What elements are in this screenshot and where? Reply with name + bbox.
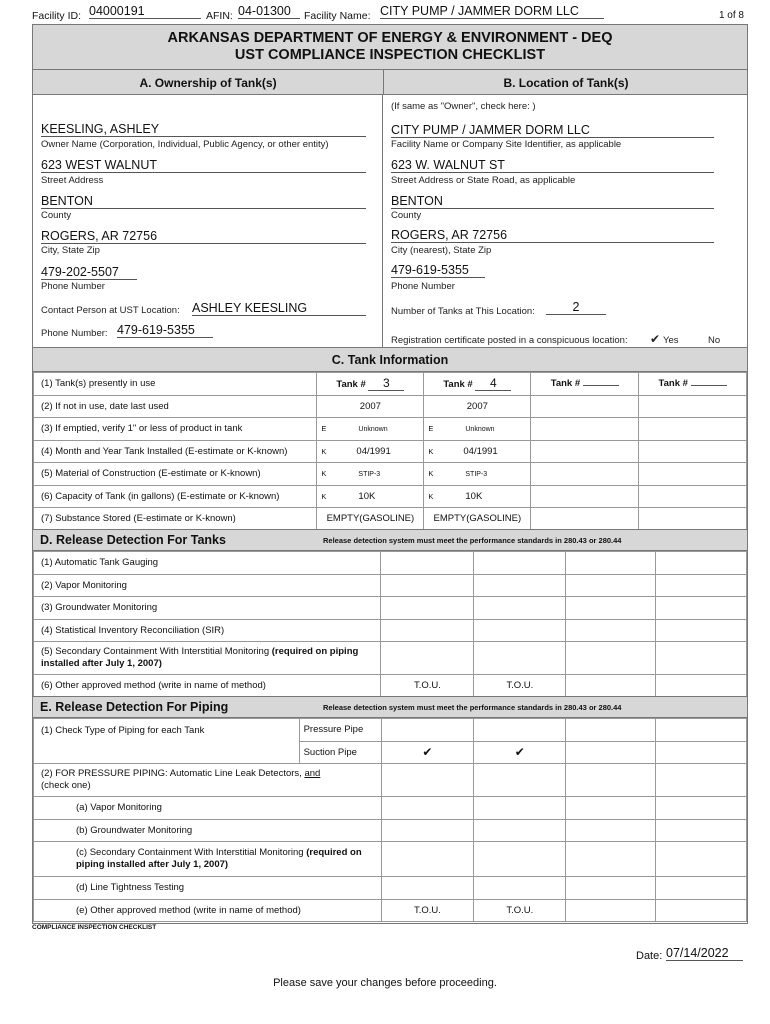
tank-2-cell[interactable]: 2007 bbox=[424, 395, 531, 418]
tank-header-2: Tank # 4 bbox=[424, 373, 531, 396]
tank-number-3-field[interactable] bbox=[583, 385, 619, 386]
pressure-pipe-label: Pressure Pipe bbox=[299, 719, 381, 742]
row-label: (1) Automatic Tank Gauging bbox=[34, 552, 381, 575]
location-county-field[interactable]: BENTON bbox=[391, 194, 714, 209]
tank-number-1-field[interactable]: 3 bbox=[368, 376, 404, 391]
tank-3-cell[interactable] bbox=[531, 463, 639, 486]
tank-1-cell[interactable]: EMPTY(GASOLINE) bbox=[317, 508, 424, 531]
row-label: (c) Secondary Containment With Interstitial Monitoring (required on piping installed after July 1, 2007) bbox=[34, 842, 382, 877]
contact-phone-field[interactable]: 479-619-5355 bbox=[117, 323, 213, 338]
table-row bbox=[34, 485, 747, 508]
row-label: (5) Material of Construction (E-estimate or K-known) bbox=[34, 463, 317, 486]
location-facility-label: Facility Name or Company Site Identifier, as applicable bbox=[391, 139, 622, 150]
header-line bbox=[32, 3, 744, 23]
suction-tank-1-check-icon[interactable]: ✔ bbox=[381, 741, 474, 764]
owner-street-field[interactable]: 623 WEST WALNUT bbox=[41, 158, 366, 173]
row-label: (d) Line Tightness Testing bbox=[34, 877, 382, 900]
contact-phone-label: Phone Number: bbox=[41, 328, 108, 339]
tank-4-cell[interactable] bbox=[639, 508, 747, 531]
row-label: (3) If emptied, verify 1" or less of product in tank bbox=[34, 418, 317, 441]
owner-county-label: County bbox=[41, 210, 72, 221]
location-street-label: Street Address or State Road, as applicable bbox=[391, 175, 576, 186]
section-ab-header bbox=[33, 70, 747, 95]
tank-1-cell[interactable]: T.O.U. bbox=[381, 899, 474, 922]
tank-header-1: Tank # 3 bbox=[317, 373, 424, 396]
tank-1-cell[interactable]: K STIP-3 bbox=[317, 463, 424, 486]
date-field[interactable]: 07/14/2022 bbox=[666, 946, 743, 961]
same-as-owner-note[interactable]: (If same as "Owner", check here: ) bbox=[391, 101, 536, 112]
table-row bbox=[34, 440, 747, 463]
save-notice: Please save your changes before proceeding. bbox=[273, 977, 497, 989]
owner-phone-label: Phone Number bbox=[41, 281, 105, 292]
section-c-title: C. Tank Information bbox=[33, 347, 747, 372]
row-label: (2) FOR PRESSURE PIPING: Automatic Line Leak Detectors, and (check one) bbox=[34, 764, 382, 797]
form-title bbox=[33, 25, 747, 70]
owner-street-label: Street Address bbox=[41, 175, 104, 186]
table-row bbox=[34, 842, 747, 877]
tank-4-cell[interactable] bbox=[639, 395, 747, 418]
title-line-2: UST COMPLIANCE INSPECTION CHECKLIST bbox=[234, 47, 546, 63]
row-label: (2) Vapor Monitoring bbox=[34, 574, 381, 597]
tank-number-2-field[interactable]: 4 bbox=[475, 376, 511, 391]
contact-label: Contact Person at UST Location: bbox=[41, 305, 180, 316]
tank-4-cell[interactable] bbox=[639, 418, 747, 441]
table-row bbox=[34, 574, 747, 597]
afin-label: AFIN: bbox=[206, 10, 233, 22]
location-phone-field[interactable]: 479-619-5355 bbox=[391, 263, 485, 278]
section-d-title: D. Release Detection For Tanks bbox=[40, 533, 226, 547]
tank-info-table bbox=[33, 372, 747, 531]
suction-tank-2-check-icon[interactable]: ✔ bbox=[474, 741, 566, 764]
tank-count-field[interactable]: 2 bbox=[546, 300, 606, 315]
tank-2-cell[interactable]: K STIP-3 bbox=[424, 463, 531, 486]
row-label: (6) Other approved method (write in name of method) bbox=[34, 675, 381, 698]
table-row bbox=[34, 395, 747, 418]
row-label: (4) Statistical Inventory Reconciliation (SIR) bbox=[34, 619, 381, 642]
facility-id-label: Facility ID: bbox=[32, 10, 82, 22]
facility-name-label: Facility Name: bbox=[304, 10, 371, 22]
row-label: (5) Secondary Containment With Interstitial Monitoring (required on piping installed after July 1, 2007) bbox=[34, 642, 381, 675]
location-street-field[interactable]: 623 W. WALNUT ST bbox=[391, 158, 714, 173]
table-row bbox=[34, 819, 747, 842]
tank-1-cell[interactable]: E Unknown bbox=[317, 418, 424, 441]
section-d-note: Release detection system must meet the performance standards in 280.43 or 280.44 bbox=[323, 536, 622, 545]
location-city-label: City (nearest), State Zip bbox=[391, 245, 492, 256]
date-label: Date: bbox=[636, 950, 663, 962]
tank-4-cell[interactable] bbox=[639, 485, 747, 508]
owner-name-label: Owner Name (Corporation, Individual, Public Agency, or other entity) bbox=[41, 139, 329, 150]
tank-count-label: Number of Tanks at This Location: bbox=[391, 306, 535, 317]
table-row bbox=[34, 619, 747, 642]
table-row bbox=[34, 552, 747, 575]
location-city-field[interactable]: ROGERS, AR 72756 bbox=[391, 228, 714, 243]
tank-release-detection-table bbox=[33, 551, 747, 698]
tank-2-cell[interactable]: K 10K bbox=[424, 485, 531, 508]
tank-2-cell[interactable]: T.O.U. bbox=[474, 899, 566, 922]
row-label: (b) Groundwater Monitoring bbox=[34, 819, 382, 842]
table-row bbox=[34, 463, 747, 486]
tank-2-cell[interactable]: K 04/1991 bbox=[424, 440, 531, 463]
registration-yes-check-icon[interactable]: ✔ bbox=[650, 332, 661, 346]
contact-field[interactable]: ASHLEY KEESLING bbox=[192, 301, 366, 316]
tank-header-4: Tank # bbox=[639, 373, 747, 396]
table-row bbox=[34, 418, 747, 441]
section-d-header bbox=[33, 529, 747, 551]
location-panel bbox=[384, 95, 747, 347]
suction-pipe-label: Suction Pipe bbox=[299, 741, 381, 764]
title-line-1: ARKANSAS DEPARTMENT OF ENERGY & ENVIRONMENT - DEQ bbox=[167, 30, 613, 46]
tank-4-cell[interactable] bbox=[639, 463, 747, 486]
row-label: (1) Check Type of Piping for each Tank bbox=[34, 719, 300, 764]
table-row bbox=[34, 373, 747, 396]
tank-2-cell[interactable]: T.O.U. bbox=[474, 675, 566, 698]
tank-2-cell[interactable]: E Unknown bbox=[424, 418, 531, 441]
owner-phone-field[interactable]: 479-202-5507 bbox=[41, 265, 137, 280]
registration-label: Registration certificate posted in a conspicuous location: bbox=[391, 335, 628, 346]
ownership-panel bbox=[33, 95, 383, 347]
owner-county-field[interactable]: BENTON bbox=[41, 194, 366, 209]
table-row bbox=[34, 642, 747, 675]
tank-1-cell[interactable]: K 10K bbox=[317, 485, 424, 508]
row-label: (e) Other approved method (write in name of method) bbox=[34, 899, 382, 922]
table-row bbox=[34, 797, 747, 820]
tank-3-cell[interactable] bbox=[531, 508, 639, 531]
page-indicator: 1 of 8 bbox=[718, 10, 744, 21]
tank-4-cell[interactable] bbox=[639, 440, 747, 463]
piping-release-detection-table bbox=[33, 718, 747, 922]
row-label: (7) Substance Stored (E-estimate or K-known) bbox=[34, 508, 317, 531]
tank-3-cell[interactable] bbox=[531, 395, 639, 418]
tank-3-cell[interactable] bbox=[531, 440, 639, 463]
table-row bbox=[34, 899, 747, 922]
section-e-header bbox=[33, 696, 747, 718]
table-row bbox=[34, 508, 747, 531]
tank-3-cell[interactable] bbox=[531, 418, 639, 441]
table-row bbox=[34, 597, 747, 620]
location-facility-field[interactable]: CITY PUMP / JAMMER DORM LLC bbox=[391, 123, 714, 138]
owner-city-field[interactable]: ROGERS, AR 72756 bbox=[41, 229, 366, 244]
tank-3-cell[interactable] bbox=[531, 485, 639, 508]
row-label: (a) Vapor Monitoring bbox=[34, 797, 382, 820]
row-label: (1) Tank(s) presently in use bbox=[34, 373, 317, 396]
afin-field[interactable]: 04-01300 bbox=[238, 4, 300, 19]
table-row bbox=[34, 719, 747, 742]
row-label: (2) If not in use, date last used bbox=[34, 395, 317, 418]
registration-yes-label: Yes bbox=[663, 335, 679, 346]
section-b-title: B. Location of Tank(s) bbox=[503, 76, 629, 90]
tank-1-cell[interactable]: T.O.U. bbox=[381, 675, 474, 698]
registration-no-option[interactable]: No bbox=[708, 335, 721, 346]
section-e-title: E. Release Detection For Piping bbox=[40, 700, 229, 714]
table-row bbox=[34, 675, 747, 698]
tank-1-cell[interactable]: K 04/1991 bbox=[317, 440, 424, 463]
table-row bbox=[34, 764, 747, 797]
location-county-label: County bbox=[391, 210, 422, 221]
tank-header-3: Tank # bbox=[531, 373, 639, 396]
owner-city-label: City, State Zip bbox=[41, 245, 100, 256]
tank-2-cell[interactable]: EMPTY(GASOLINE) bbox=[424, 508, 531, 531]
tank-1-cell[interactable]: 2007 bbox=[317, 395, 424, 418]
facility-id-field[interactable]: 04000191 bbox=[89, 4, 201, 19]
checklist-form bbox=[32, 24, 748, 924]
footer-form-name: COMPLIANCE INSPECTION CHECKLIST bbox=[32, 924, 157, 931]
table-row bbox=[34, 877, 747, 900]
section-a-title: A. Ownership of Tank(s) bbox=[139, 76, 277, 90]
location-phone-label: Phone Number bbox=[391, 281, 455, 292]
row-label: (3) Groundwater Monitoring bbox=[34, 597, 381, 620]
section-e-note: Release detection system must meet the performance standards in 280.43 or 280.44 bbox=[323, 703, 622, 712]
row-label: (4) Month and Year Tank Installed (E-estimate or K-known) bbox=[34, 440, 317, 463]
tank-number-4-field[interactable] bbox=[691, 385, 727, 386]
facility-name-field[interactable]: CITY PUMP / JAMMER DORM LLC bbox=[380, 4, 604, 19]
row-label: (6) Capacity of Tank (in gallons) (E-estimate or K-known) bbox=[34, 485, 317, 508]
owner-name-field[interactable]: KEESLING, ASHLEY bbox=[41, 122, 366, 137]
